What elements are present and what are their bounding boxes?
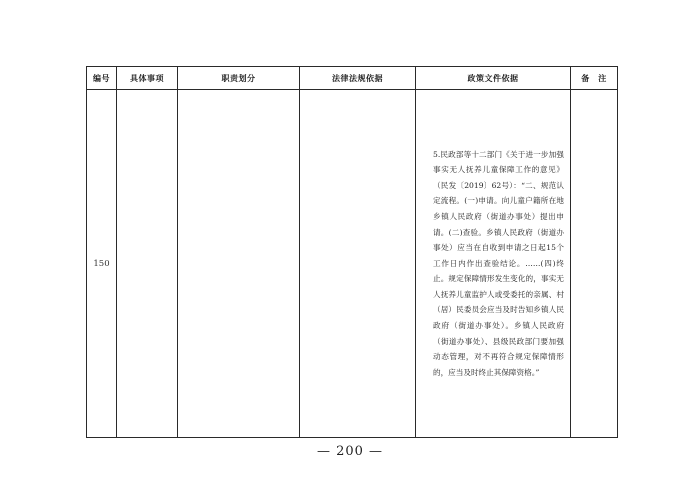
cell-note [571,90,618,438]
table-header-row [87,67,618,90]
cell-item [117,90,178,438]
header-duty: 职责划分 [178,67,300,90]
table-row [87,90,618,438]
policy-table [86,66,618,438]
cell-law [300,90,416,438]
header-policy: 政策文件依据 [416,67,571,90]
cell-number: 150 [87,90,117,438]
page-number: — 200 — [316,444,384,459]
cell-policy [416,90,571,438]
header-number: 编号 [87,67,117,90]
cell-duty [178,90,300,438]
header-note: 备 注 [571,67,618,90]
header-law: 法律法规依据 [300,67,416,90]
header-item: 具体事项 [117,67,178,90]
policy-text: 5.民政部等十二部门《关于进一步加强事实无人抚养儿童保障工作的意见》（民发〔2019〕62号）：“二、规范认定流程。(一)申请。向儿童户籍所在地乡镇人民政府（街道办事处）提出申请。(二)查验。乡镇人民政府（街道办事处）应当在自收到申请之日起15个工作日内作出查验结论。……(四)终止。规定保障情形发生变化的，事实无人抚养儿童监护人或受委托的亲属、村（居）民委员会应当及时告知乡镇人民政府（街道办事处）。乡镇人民政府（街道办事处）、县级民政部门要加强动态管理，对不再符合规定保障情形的，应当及时终止其保障资格。” [433,149,564,377]
